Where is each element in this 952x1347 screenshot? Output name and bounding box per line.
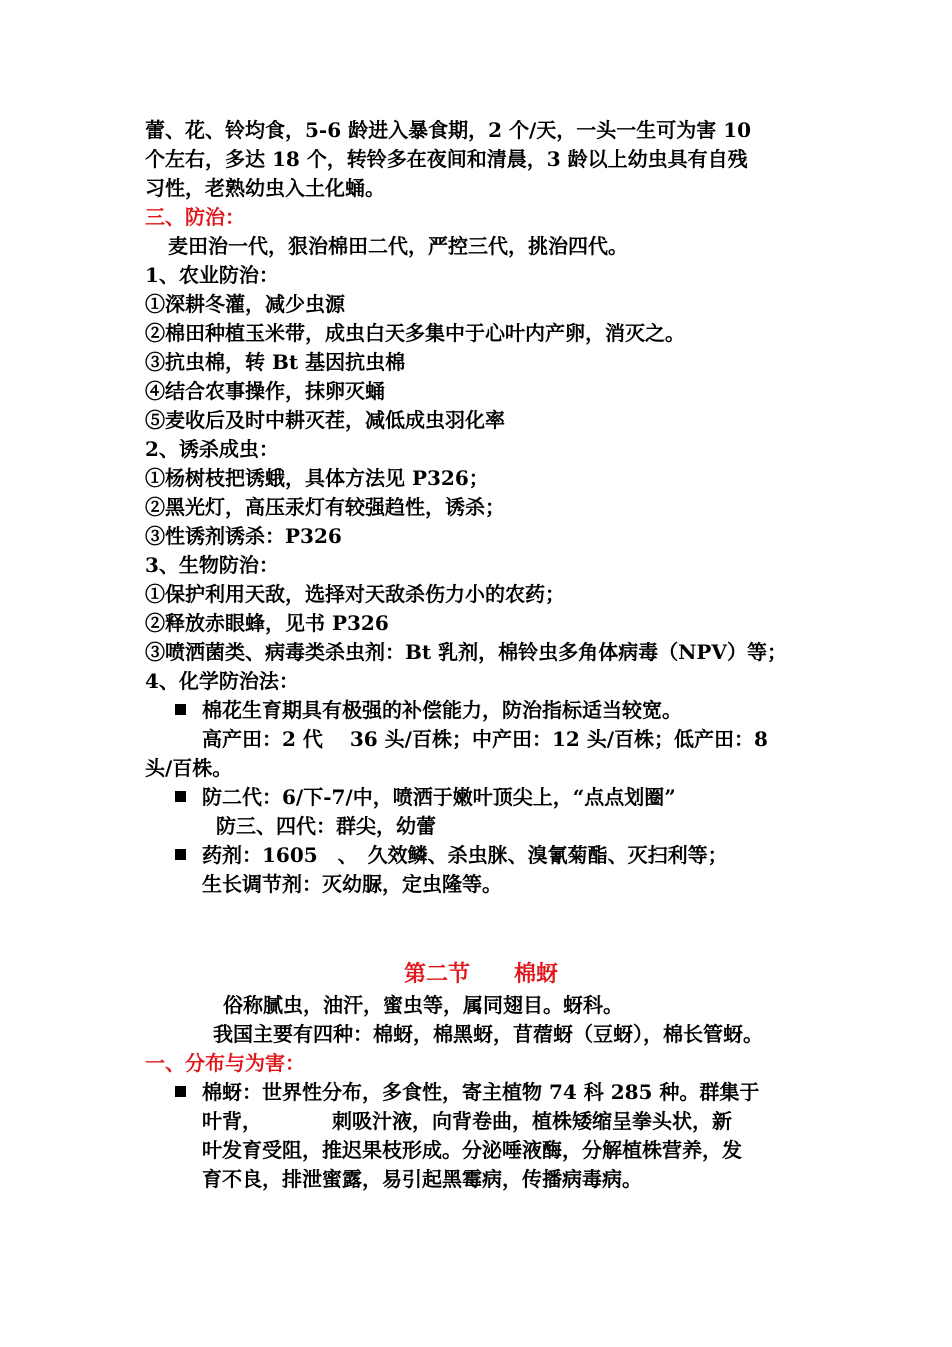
bullet-continuation: 高产田：2 代 36 头/百株；中产田：12 头/百株；低产田：8 [202,727,768,751]
document-page [145,116,817,1194]
spacer [145,899,817,957]
section-heading-control: 三、防治： [145,205,245,229]
agri-item: ③抗虫棉，转 Bt 基因抗虫棉 [145,350,406,374]
lure-item: ②黑光灯，高压汞灯有较强趋性，诱杀； [145,495,505,519]
section-title: 第二节 棉蚜 [403,961,558,987]
bullet-continuation: 叶发育受阻，推迟果枝形成。分泌唾液酶，分解植株营养，发 [202,1138,742,1162]
bullet-continuation: 生长调节剂：灭幼脲，定虫隆等。 [202,872,502,896]
bullet-square-icon [175,849,186,860]
lure-heading: 2、诱杀成虫： [145,437,279,461]
agri-item: ④结合农事操作，抹卵灭蛹 [145,379,385,403]
bullet-text: 药剂：1605 、 久效鳞、杀虫脒、溴氰菊酯、灭扫利等； [202,843,728,867]
distribution-heading: 一、分布与为害： [145,1051,305,1075]
bio-item: ②释放赤眼蜂，见书 P326 [145,611,389,635]
agri-item: ①深耕冬灌，减少虫源 [145,292,345,316]
bullet-continuation: 防三、四代：群尖，幼蕾 [216,814,436,838]
lure-item: ①杨树枝把诱蛾，具体方法见 P326； [145,466,489,490]
body-line: 习性，老熟幼虫入土化蛹。 [145,176,385,200]
bio-item: ①保护利用天敌，选择对天敌杀伤力小的农药； [145,582,565,606]
bullet-item [145,696,817,725]
bullet-square-icon [175,704,186,715]
bullet-text: 棉蚜：世界性分布，多食性，寄主植物 74 科 285 种。群集于 [202,1080,760,1104]
body-line: 蕾、花、铃均食，5-6 龄进入暴食期，2 个/天，一头一生可为害 10 [145,118,752,142]
agri-heading: 1、农业防治： [145,263,279,287]
bullet-square-icon [175,791,186,802]
aphid-intro: 我国主要有四种：棉蚜，棉黑蚜，苜蓿蚜（豆蚜），棉长管蚜。 [213,1022,763,1046]
bio-item: ③喷洒菌类、病毒类杀虫剂：Bt 乳剂，棉铃虫多角体病毒（NPV）等； [145,640,787,664]
chem-heading: 4、化学防治法： [145,669,299,693]
lure-item: ③性诱剂诱杀：P326 [145,524,342,548]
body-line: 头/百株。 [145,756,233,780]
bullet-item [145,841,817,870]
bullet-square-icon [175,1086,186,1097]
bullet-item [145,1078,817,1107]
agri-item: ⑤麦收后及时中耕灭茬，减低成虫羽化率 [145,408,505,432]
bullet-text: 防二代：6/下-7/中，喷洒于嫩叶顶尖上，“点点划圈” [202,785,676,809]
aphid-intro: 俗称腻虫，油汗，蜜虫等，属同翅目。蚜科。 [223,993,623,1017]
bullet-continuation: 叶背， 刺吸汁液，向背卷曲，植株矮缩呈拳头状，新 [202,1109,732,1133]
control-intro: 麦田治一代，狠治棉田二代，严控三代，挑治四代。 [168,234,628,258]
bullet-continuation: 育不良，排泄蜜露，易引起黑霉病，传播病毒病。 [202,1167,642,1191]
agri-item: ②棉田种植玉米带，成虫白天多集中于心叶内产卵，消灭之。 [145,321,685,345]
bio-heading: 3、生物防治： [145,553,279,577]
body-line: 个左右，多达 18 个，转铃多在夜间和清晨，3 龄以上幼虫具有自残 [145,147,748,171]
bullet-item [145,783,817,812]
bullet-text: 棉花生育期具有极强的补偿能力，防治指标适当较宽。 [202,698,682,722]
